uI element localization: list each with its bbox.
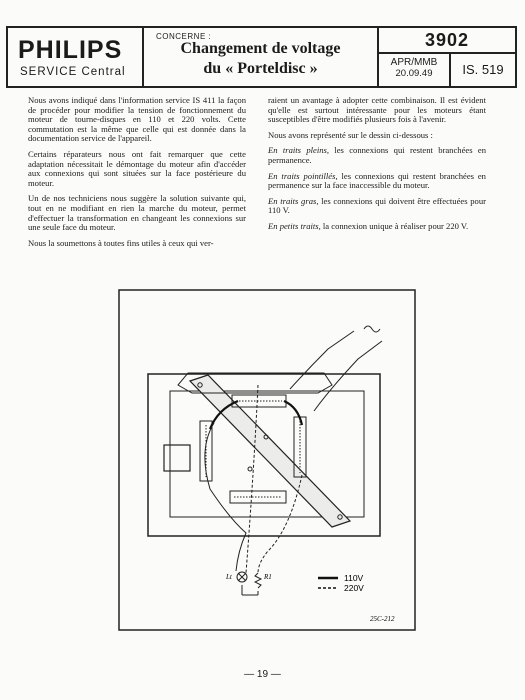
emphasis: En petits traits, (268, 220, 321, 231)
paragraph (268, 172, 486, 191)
emphasis: En traits gras, (268, 195, 319, 206)
subject-line-2: du « Porteldisc » (203, 60, 318, 77)
lamp-label: Lt (226, 573, 232, 581)
paragraph (268, 197, 486, 216)
paragraph (268, 222, 486, 232)
is-number: IS. 519 (462, 62, 504, 77)
text: les connexions qui doivent être effectuées pour 110 V. (268, 195, 486, 216)
text: les connexions qui restent branchées en permanence. (268, 145, 486, 165)
dashed-wire (246, 385, 258, 573)
supply-lead (314, 341, 382, 411)
resistor-symbol (255, 573, 261, 588)
subject-line-1: Changement de voltage (180, 40, 341, 57)
reference-code: APR/MMB (390, 57, 438, 68)
screw (248, 467, 252, 471)
legend-110v-label: 110V (344, 573, 364, 583)
text: la connexion unique à réaliser pour 220 V. (320, 220, 469, 231)
left-column (28, 96, 246, 254)
diagonal-strap (190, 375, 350, 527)
text: les connexions qui restent branchées en permanence sur la face inaccessible du moteur. (268, 170, 486, 191)
connection-110v (284, 401, 302, 425)
page-number: — 19 — (244, 669, 281, 680)
paragraph (268, 146, 486, 165)
reference-date-cell (379, 54, 451, 86)
brand-logo: PHILIPS (18, 36, 123, 64)
supply-lead (290, 331, 354, 389)
paragraph: Nous la soumettons à toutes fins utiles à ceux qui ver- (28, 237, 214, 248)
side-block (164, 445, 190, 471)
paragraph: Certains réparateurs nous ont fait remarquer que cette adaptation nécessitait le démontage du moteur afin d'accéder aux connexions qui sont situées sur la face postérieure du moteur. (28, 148, 246, 188)
concerne-label: CONCERNE : (156, 32, 212, 41)
emphasis: En traits pointillés, (268, 170, 338, 181)
wire (205, 423, 246, 571)
paragraph: Nous avons indiqué dans l'information service IS 411 la façon de procéder pour modifier la tension de fonctionnement du moteur de tourne-disques en 110 et 220 volts. Cette commutation est la même que celle qui est donnée dans la documentation service de l'appareil. (28, 95, 246, 144)
emphasis: En traits pleins, (268, 145, 330, 156)
paragraph: Nous avons représenté sur le dessin ci-dessous : (268, 129, 433, 140)
right-column (268, 96, 486, 238)
motor-wiring-diagram (118, 289, 416, 631)
brand-cell (8, 28, 144, 86)
reference-cell (379, 28, 515, 86)
ac-symbol (364, 326, 380, 332)
paragraph: raient un avantage à adopter cette combinaison. Il est évident qu'elle est surtout intéressante pour les moteurs étant susceptibles d'être modifiés plusieurs fois à l'avenir. (268, 95, 486, 125)
header-box (6, 26, 517, 88)
subject-cell (144, 28, 379, 86)
drawing-code: 25C-212 (370, 615, 395, 623)
paragraph: Un de nos techniciens nous suggère la solution suivante qui, tout en ne modifiant en rien la marche du moteur, permet d'effectuer la transformation en changeant les connexions sur une seule face du moteur. (28, 193, 246, 233)
resistor-label: R1 (264, 573, 272, 581)
legend-220v-label: 220V (344, 583, 364, 593)
reference-date: 20.09.49 (395, 68, 433, 79)
brand-subtitle: SERVICE Central (20, 66, 126, 78)
reference-number: 3902 (379, 28, 515, 54)
